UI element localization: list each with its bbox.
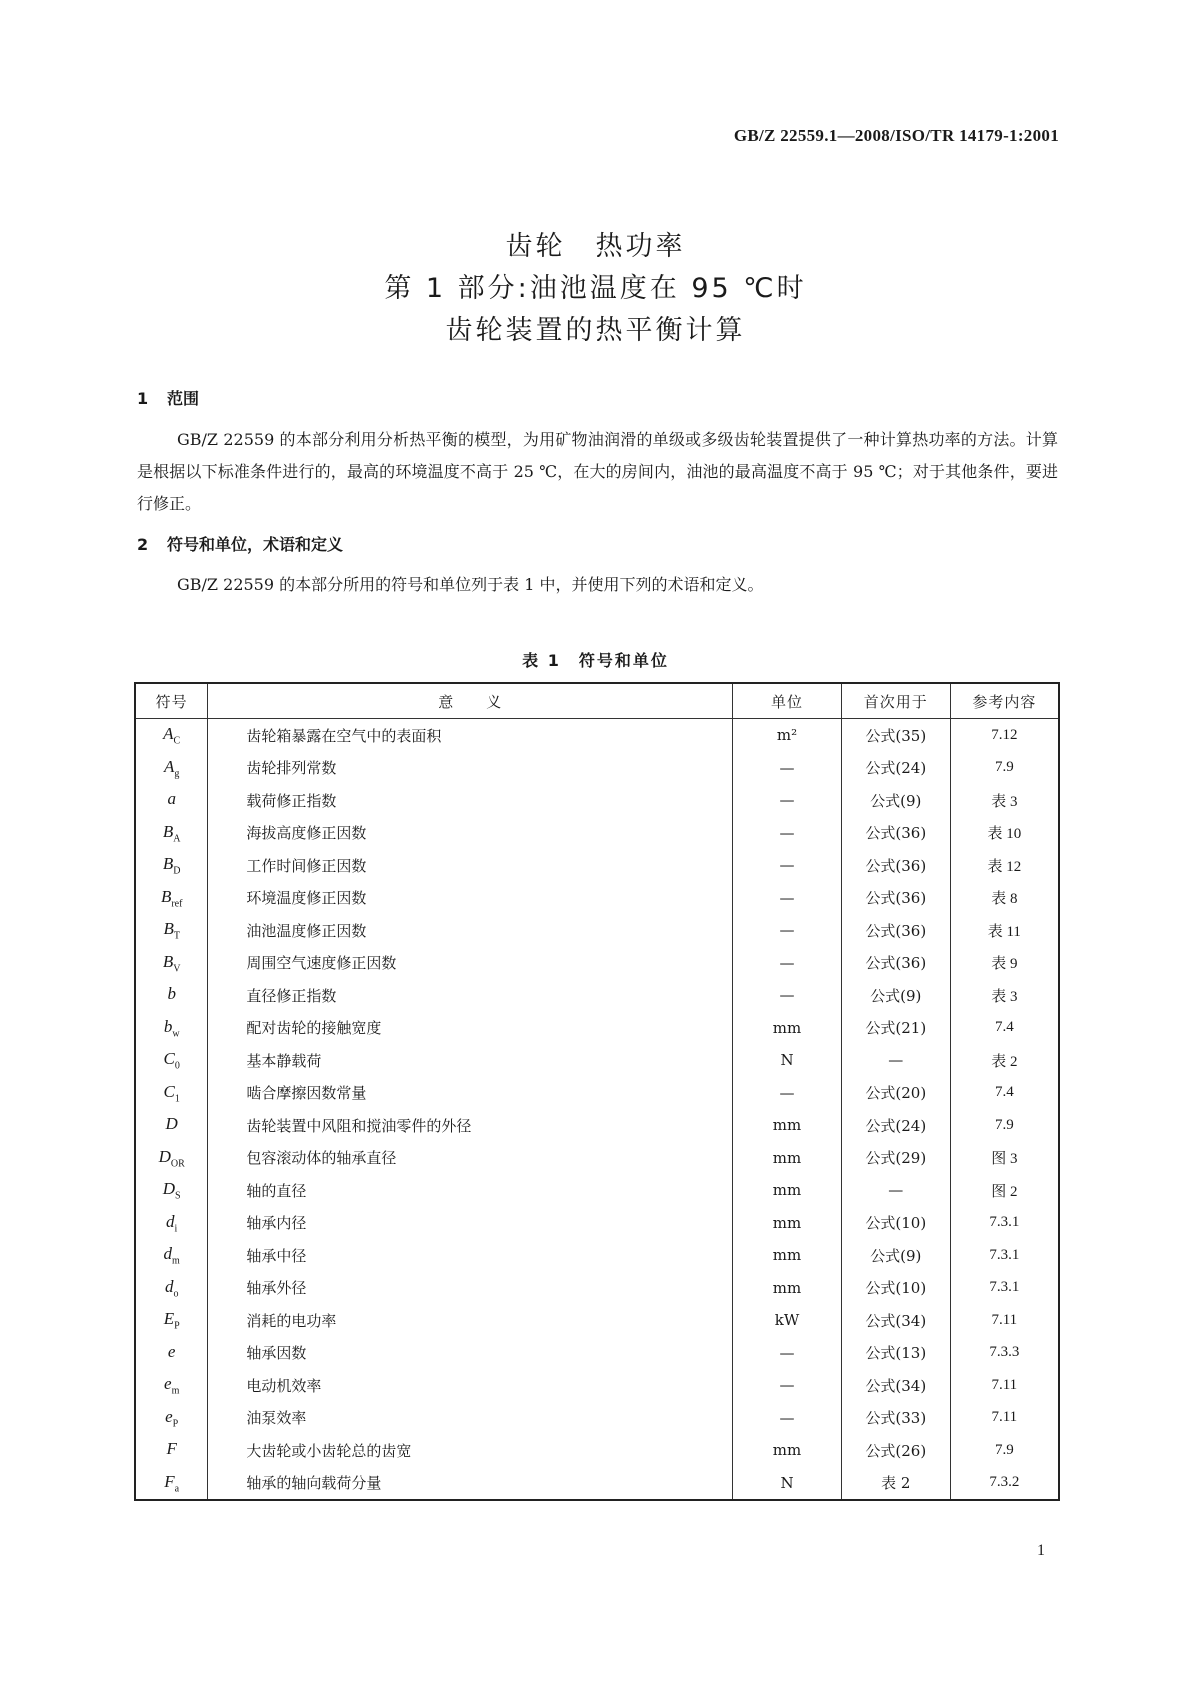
symbol-subscript: T [173, 930, 180, 942]
symbol: B [162, 854, 174, 874]
reference-cell: 表 8 [950, 882, 1059, 915]
reference-cell: 表 2 [950, 1044, 1059, 1077]
symbol-cell [135, 1109, 208, 1142]
first-used-cell: 公式(35) [841, 719, 950, 752]
symbol-subscript: A [173, 832, 181, 844]
reference-cell: 7.11 [950, 1402, 1059, 1435]
symbol: A [163, 724, 174, 744]
unit-cell: — [733, 1077, 842, 1110]
first-used-cell: 公式(24) [841, 1109, 950, 1142]
symbol: D [162, 1179, 176, 1199]
meaning-cell: 齿轮排列常数 [208, 752, 733, 785]
table-row [135, 1467, 1059, 1501]
reference-cell: 7.3.1 [950, 1239, 1059, 1272]
reference-cell: 7.3.3 [950, 1337, 1059, 1370]
reference-cell: 7.3.2 [950, 1467, 1059, 1501]
symbol-subscript: P [172, 1417, 179, 1429]
symbol: B [160, 886, 172, 906]
standard-code: GB/Z 22559.1—2008/ISO/TR 14179-1:2001 [733, 126, 1059, 145]
first-used-cell: 公式(26) [841, 1434, 950, 1467]
reference-cell: 表 10 [950, 817, 1059, 850]
unit-cell: — [733, 1337, 842, 1370]
unit-cell: — [733, 784, 842, 817]
symbol-cell [135, 1174, 208, 1207]
symbol-subscript: V [173, 962, 181, 974]
symbol-cell [135, 1012, 208, 1045]
symbol: d [163, 1244, 173, 1264]
section-1-heading [137, 386, 199, 409]
symbol-subscript: m [171, 1385, 180, 1397]
unit-cell: mm [733, 1109, 842, 1142]
table-row [135, 1239, 1059, 1272]
first-used-cell: — [841, 1044, 950, 1077]
meaning-cell: 配对齿轮的接触宽度 [208, 1012, 733, 1045]
meaning-cell: 齿轮箱暴露在空气中的表面积 [208, 719, 733, 752]
table-row [135, 1434, 1059, 1467]
unit-cell: mm [733, 1142, 842, 1175]
first-used-cell: 公式(9) [841, 1239, 950, 1272]
reference-cell: 表 3 [950, 784, 1059, 817]
section-2-text: GB/Z 22559 的本部分所用的符号和单位列于表 1 中，并使用下列的术语和定义。 [177, 575, 764, 594]
reference-cell: 7.9 [950, 752, 1059, 785]
first-used-cell: 公式(10) [841, 1272, 950, 1305]
symbol-subscript: g [174, 767, 180, 779]
section-1-number: 1 [137, 389, 149, 408]
symbol-cell [135, 947, 208, 980]
table-title: 表 1 符号和单位 [522, 651, 669, 670]
first-used-cell: 公式(20) [841, 1077, 950, 1110]
table-row [135, 1044, 1059, 1077]
reference-cell: 7.3.1 [950, 1272, 1059, 1305]
symbol-cell [135, 1304, 208, 1337]
meaning-cell: 工作时间修正因数 [208, 849, 733, 882]
table-row [135, 1337, 1059, 1370]
symbol-cell [135, 1207, 208, 1240]
symbol: e [165, 1406, 173, 1426]
symbol-cell [135, 1239, 208, 1272]
symbol: a [167, 789, 176, 809]
unit-cell: N [733, 1044, 842, 1077]
symbol-cell [135, 849, 208, 882]
unit-cell: — [733, 979, 842, 1012]
reference-cell: 7.4 [950, 1012, 1059, 1045]
symbol-subscript: P [174, 1320, 180, 1332]
meaning-cell: 轴承的轴向载荷分量 [208, 1467, 733, 1501]
unit-cell: — [733, 1402, 842, 1435]
first-used-cell: 公式(34) [841, 1304, 950, 1337]
reference-cell: 图 2 [950, 1174, 1059, 1207]
meaning-cell: 轴承外径 [208, 1272, 733, 1305]
table-row [135, 979, 1059, 1012]
symbol: B [163, 919, 174, 939]
symbol-subscript: i [174, 1222, 178, 1234]
first-used-cell: 公式(34) [841, 1369, 950, 1402]
symbol: B [162, 951, 174, 971]
table-row [135, 784, 1059, 817]
table-body [135, 719, 1059, 1501]
table-row [135, 1207, 1059, 1240]
section-1-title: 范围 [167, 389, 200, 408]
meaning-cell: 油池温度修正因数 [208, 914, 733, 947]
first-used-cell: 公式(36) [841, 914, 950, 947]
reference-cell: 7.9 [950, 1109, 1059, 1142]
unit-cell: mm [733, 1434, 842, 1467]
reference-cell: 7.3.1 [950, 1207, 1059, 1240]
symbol: A [163, 756, 175, 776]
meaning-cell: 啮合摩擦因数常量 [208, 1077, 733, 1110]
unit-cell: mm [733, 1239, 842, 1272]
meaning-cell: 直径修正指数 [208, 979, 733, 1012]
title-line-3: 齿轮装置的热平衡计算 [445, 315, 746, 346]
table-row [135, 1109, 1059, 1142]
reference-cell: 7.11 [950, 1304, 1059, 1337]
symbol-subscript: a [174, 1482, 180, 1494]
table-row [135, 752, 1059, 785]
reference-cell: 7.12 [950, 719, 1059, 752]
symbol-cell [135, 1077, 208, 1110]
meaning-cell: 周围空气速度修正因数 [208, 947, 733, 980]
title-line-2: 第 1 部分:油池温度在 95 ℃时 [384, 273, 807, 304]
symbol-cell [135, 1272, 208, 1305]
unit-cell: m² [733, 719, 842, 752]
reference-cell: 7.4 [950, 1077, 1059, 1110]
meaning-cell: 包容滚动体的轴承直径 [208, 1142, 733, 1175]
table-row [135, 914, 1059, 947]
header-reference: 参考内容 [950, 683, 1059, 719]
reference-cell: 表 3 [950, 979, 1059, 1012]
table-row [135, 817, 1059, 850]
meaning-cell: 海拔高度修正因数 [208, 817, 733, 850]
table-row [135, 719, 1059, 752]
unit-cell: mm [733, 1174, 842, 1207]
symbol-cell [135, 882, 208, 915]
table-header-row [135, 683, 1059, 719]
header-unit: 单位 [733, 683, 842, 719]
reference-cell: 7.9 [950, 1434, 1059, 1467]
symbol-subscript: o [173, 1287, 179, 1299]
symbol-subscript: ref [171, 897, 183, 909]
symbol-cell [135, 1044, 208, 1077]
symbol-cell [135, 752, 208, 785]
meaning-cell: 轴承因数 [208, 1337, 733, 1370]
table-row [135, 1174, 1059, 1207]
symbol: b [163, 1016, 173, 1036]
meaning-cell: 轴的直径 [208, 1174, 733, 1207]
symbol: C [163, 1049, 175, 1069]
symbol: e [167, 1341, 176, 1361]
table-row [135, 1077, 1059, 1110]
unit-cell: N [733, 1467, 842, 1501]
first-used-cell: 公式(24) [841, 752, 950, 785]
meaning-cell: 轴承内径 [208, 1207, 733, 1240]
table-row [135, 1304, 1059, 1337]
page-number: 1 [1037, 1542, 1045, 1559]
first-used-cell: 公式(10) [841, 1207, 950, 1240]
symbol-subscript: m [172, 1255, 180, 1267]
unit-cell: — [733, 914, 842, 947]
meaning-cell: 轴承中径 [208, 1239, 733, 1272]
first-used-cell: 公式(9) [841, 979, 950, 1012]
document-title [0, 226, 1191, 352]
section-2-title: 符号和单位，术语和定义 [167, 535, 344, 554]
symbol-cell [135, 1467, 208, 1501]
section-1-text: GB/Z 22559 的本部分利用分析热平衡的模型，为用矿物油润滑的单级或多级齿轮装置提供了一种计算热功率的方法。计算是根据以下标准条件进行的，最高的环境温度不高于 25 ℃，在大的房间内，油池的最高温度不高于 95 ℃；对于其他条件，要进行修正。 [137, 430, 1058, 513]
first-used-cell: 公式(13) [841, 1337, 950, 1370]
symbol-subscript: OR [170, 1157, 185, 1169]
table-row [135, 1272, 1059, 1305]
meaning-cell: 电动机效率 [208, 1369, 733, 1402]
unit-cell: — [733, 882, 842, 915]
symbol: e [164, 1374, 172, 1394]
symbol-cell [135, 817, 208, 850]
symbol: d [164, 1276, 174, 1296]
meaning-cell: 环境温度修正因数 [208, 882, 733, 915]
first-used-cell: 表 2 [841, 1467, 950, 1501]
section-2-number: 2 [137, 535, 149, 554]
symbol-cell [135, 1337, 208, 1370]
title-line-1: 齿轮 热功率 [505, 231, 686, 262]
symbol: D [165, 1114, 178, 1134]
symbol-cell [135, 1402, 208, 1435]
first-used-cell: 公式(36) [841, 849, 950, 882]
unit-cell: — [733, 752, 842, 785]
section-1-paragraph [137, 424, 1058, 520]
unit-cell: mm [733, 1272, 842, 1305]
symbol: B [162, 821, 174, 841]
symbol: d [166, 1211, 175, 1231]
symbol: F [164, 1471, 175, 1491]
unit-cell: — [733, 817, 842, 850]
meaning-cell: 油泵效率 [208, 1402, 733, 1435]
meaning-cell: 载荷修正指数 [208, 784, 733, 817]
symbol-subscript: D [173, 865, 181, 877]
symbol: C [163, 1081, 175, 1101]
section-2-paragraph [137, 569, 1058, 601]
symbol-cell [135, 914, 208, 947]
symbol-subscript: C [173, 735, 181, 747]
first-used-cell: 公式(21) [841, 1012, 950, 1045]
section-2-heading [137, 532, 343, 555]
unit-cell: — [733, 849, 842, 882]
table-row [135, 1402, 1059, 1435]
first-used-cell: 公式(29) [841, 1142, 950, 1175]
unit-cell: — [733, 1369, 842, 1402]
first-used-cell: 公式(33) [841, 1402, 950, 1435]
first-used-cell: 公式(9) [841, 784, 950, 817]
unit-cell: mm [733, 1207, 842, 1240]
symbol-subscript: w [172, 1027, 180, 1039]
header-first-used: 首次用于 [841, 683, 950, 719]
table-row [135, 849, 1059, 882]
header-symbol: 符号 [135, 683, 208, 719]
symbol-cell [135, 1369, 208, 1402]
symbol-subscript: 1 [174, 1092, 180, 1104]
table-row [135, 882, 1059, 915]
table-row [135, 1369, 1059, 1402]
reference-cell: 表 9 [950, 947, 1059, 980]
symbols-table [134, 682, 1060, 1501]
table-row [135, 947, 1059, 980]
table-row [135, 1012, 1059, 1045]
first-used-cell: — [841, 1174, 950, 1207]
symbol: D [158, 1146, 171, 1166]
reference-cell: 图 3 [950, 1142, 1059, 1175]
symbol-cell [135, 784, 208, 817]
unit-cell: — [733, 947, 842, 980]
symbol: b [167, 984, 176, 1004]
reference-cell: 7.11 [950, 1369, 1059, 1402]
symbol: E [163, 1309, 175, 1329]
symbol-cell [135, 1142, 208, 1175]
table-row [135, 1142, 1059, 1175]
first-used-cell: 公式(36) [841, 817, 950, 850]
symbol: F [166, 1439, 177, 1459]
unit-cell: mm [733, 1012, 842, 1045]
meaning-cell: 大齿轮或小齿轮总的齿宽 [208, 1434, 733, 1467]
meaning-cell: 齿轮装置中风阻和搅油零件的外径 [208, 1109, 733, 1142]
first-used-cell: 公式(36) [841, 882, 950, 915]
reference-cell: 表 12 [950, 849, 1059, 882]
header-meaning: 意 义 [208, 683, 733, 719]
meaning-cell: 基本静载荷 [208, 1044, 733, 1077]
unit-cell: kW [733, 1304, 842, 1337]
symbol-cell [135, 719, 208, 752]
symbol-subscript: S [175, 1190, 181, 1202]
reference-cell: 表 11 [950, 914, 1059, 947]
first-used-cell: 公式(36) [841, 947, 950, 980]
symbol-subscript: 0 [174, 1060, 180, 1072]
symbol-cell [135, 979, 208, 1012]
symbol-cell [135, 1434, 208, 1467]
meaning-cell: 消耗的电功率 [208, 1304, 733, 1337]
